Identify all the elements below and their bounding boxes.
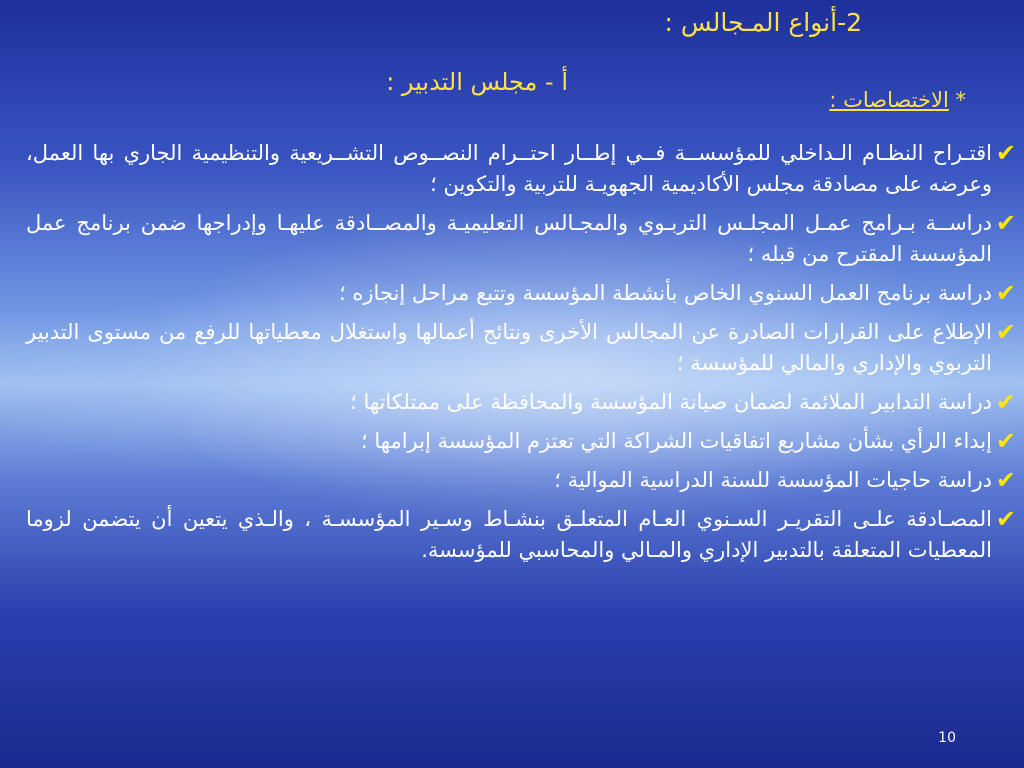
check-icon: ✔ [995,505,1016,533]
list-item-text: الإطلاع على القرارات الصادرة عن المجالس الأخرى ونتائج أعمالها واستغلال معطياتها للرفع من مستوى التدبير التربوي والإداري والمالي للمؤسسة ؛ [26,320,992,375]
list-item-text: المصـادقة علـى التقريـر السـنوي العـام المتعلـق بنشـاط وسـير المؤسسـة ، والـذي يتعين أن يتضمن لزوما المعطيات المتعلقة بالتدبير الإداري والمـالي والمحاسبي للمؤسسة. [26,507,992,562]
check-icon: ✔ [995,388,1016,416]
list-item [26,317,1016,379]
bullet-list [26,138,1016,574]
list-item [26,138,1016,200]
slide-subheading: أ - مجلس التدبير : [386,68,568,96]
list-item [26,426,1016,457]
check-icon: ✔ [995,427,1016,455]
list-item [26,278,1016,309]
section-marker: * [955,88,966,112]
section-label-text: الاختصاصات : [829,88,949,112]
page-number: 10 [938,730,956,746]
list-item [26,208,1016,270]
list-item-text: دراسة برنامج العمل السنوي الخاص بأنشطة المؤسسة وتتبع مراحل إنجازه ؛ [339,281,992,305]
check-icon: ✔ [995,209,1016,237]
list-item [26,504,1016,566]
slide-heading: 2-أنواع المـجالس : [664,8,862,37]
list-item-text: دراسة التدابير الملائمة لضمان صيانة المؤسسة والمحافظة على ممتلكاتها ؛ [350,390,992,414]
list-item-text: اقتـراح النظـام الـداخلي للمؤسســة فــي إطــار احتــرام النصــوص التشــريعية والتنظيمية الجاري بها العمل، وعرضه على مصادقة مجلس الأكاديمية الجهويـة للتربية والتكوين ؛ [26,141,992,196]
check-icon: ✔ [995,466,1016,494]
check-icon: ✔ [995,139,1016,167]
list-item [26,465,1016,496]
check-icon: ✔ [995,279,1016,307]
list-item-text: دراسة حاجيات المؤسسة للسنة الدراسية الموالية ؛ [554,468,992,492]
list-item-text: إبداء الرأي بشأن مشاريع اتفاقيات الشراكة التي تعتزم المؤسسة إبرامها ؛ [361,429,992,453]
list-item [26,387,1016,418]
check-icon: ✔ [995,318,1016,346]
section-label [829,88,966,112]
list-item-text: دراســة بـرامج عمـل المجلـس التربـوي والمجـالس التعليميـة والمصــادقة عليهـا وإدراجها ضمن برنامج عمل المؤسسة المقترح من قبله ؛ [26,211,992,266]
